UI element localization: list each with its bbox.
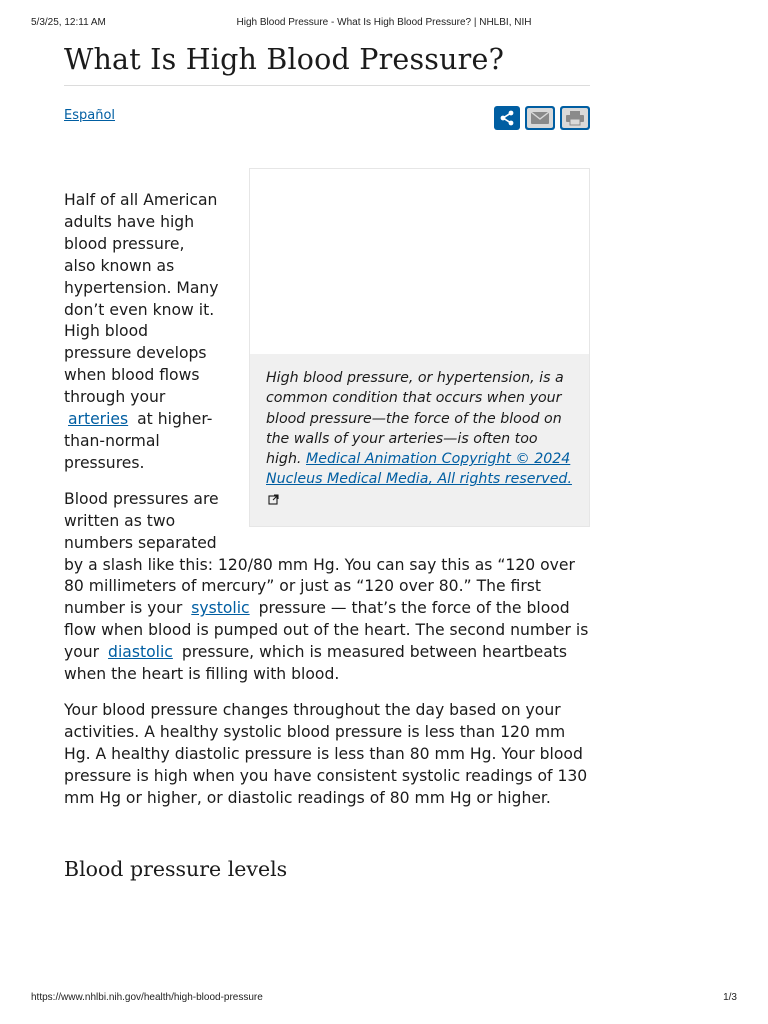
print-icon — [565, 110, 585, 126]
share-icon — [499, 110, 515, 126]
share-button[interactable] — [494, 106, 520, 130]
page-title: What Is High Blood Pressure? — [64, 43, 505, 76]
numbers-text-mid: pressure — that’s the force of the blood flow when blood is pumped out of the heart. The second number is your — [64, 599, 589, 662]
diastolic-link[interactable]: diastolic — [108, 643, 173, 662]
email-button[interactable] — [525, 106, 555, 130]
intro-text-tail: at higher-than-normal pressures. — [64, 410, 213, 472]
share-toolbar — [494, 106, 590, 130]
language-share-row — [64, 104, 590, 144]
print-footer — [31, 992, 737, 1006]
systolic-link[interactable]: systolic — [191, 599, 250, 618]
print-page-number: 1/3 — [723, 992, 737, 1003]
print-button[interactable] — [560, 106, 590, 130]
video-player[interactable] — [250, 169, 589, 354]
print-url: https://www.nhlbi.nih.gov/health/high-blood-pressure — [31, 992, 263, 1003]
figure-caption — [250, 354, 589, 526]
daily-changes-paragraph: Your blood pressure changes throughout the day based on your activities. A healthy systolic blood pressure is less than 120 mm Hg. A healthy diastolic pressure is less than 80 mm Hg. Your blood pressure is high when you have consistent systolic readings of 130 mm Hg or higher, or diastolic readings of 80 mm Hg or higher. — [64, 700, 588, 807]
email-icon — [530, 111, 550, 125]
print-header — [31, 17, 737, 31]
print-document-title: High Blood Pressure - What Is High Blood Pressure? | NHLBI, NIH — [236, 17, 532, 28]
caption-copyright-link[interactable]: Medical Animation Copyright © 2024 Nucleus Medical Media, All rights reserved. — [266, 451, 572, 488]
external-link-icon — [268, 494, 279, 505]
spanish-language-link[interactable]: Español — [64, 108, 116, 123]
caption-text: High blood pressure, or hypertension, is a common condition that occurs when your blood pressure—the force of the blood on the walls of your arteries—is often too high. — [266, 370, 564, 468]
main-content — [64, 40, 590, 883]
print-date: 5/3/25, 12:11 AM — [31, 17, 106, 28]
arteries-link[interactable]: arteries — [68, 410, 129, 429]
numbers-text-tail: pressure, which is measured between heartbeats when the heart is filling with blood. — [64, 643, 567, 684]
title-divider — [64, 85, 590, 86]
video-figure — [249, 168, 590, 527]
blood-pressure-levels-heading: Blood pressure levels — [64, 857, 288, 882]
article-body — [64, 168, 590, 883]
intro-text: Half of all American adults have high blood pressure, also known as hypertension. Many don’t even know it. High blood pressure develops when blood flows through your — [64, 191, 219, 407]
numbers-text: Blood pressures are written as two numbers separated by a slash like this: 120/80 mm Hg. You can say this as “120 over 80 millimeters of mercury” or just as “120 over 80.” The first number is your — [64, 489, 575, 618]
